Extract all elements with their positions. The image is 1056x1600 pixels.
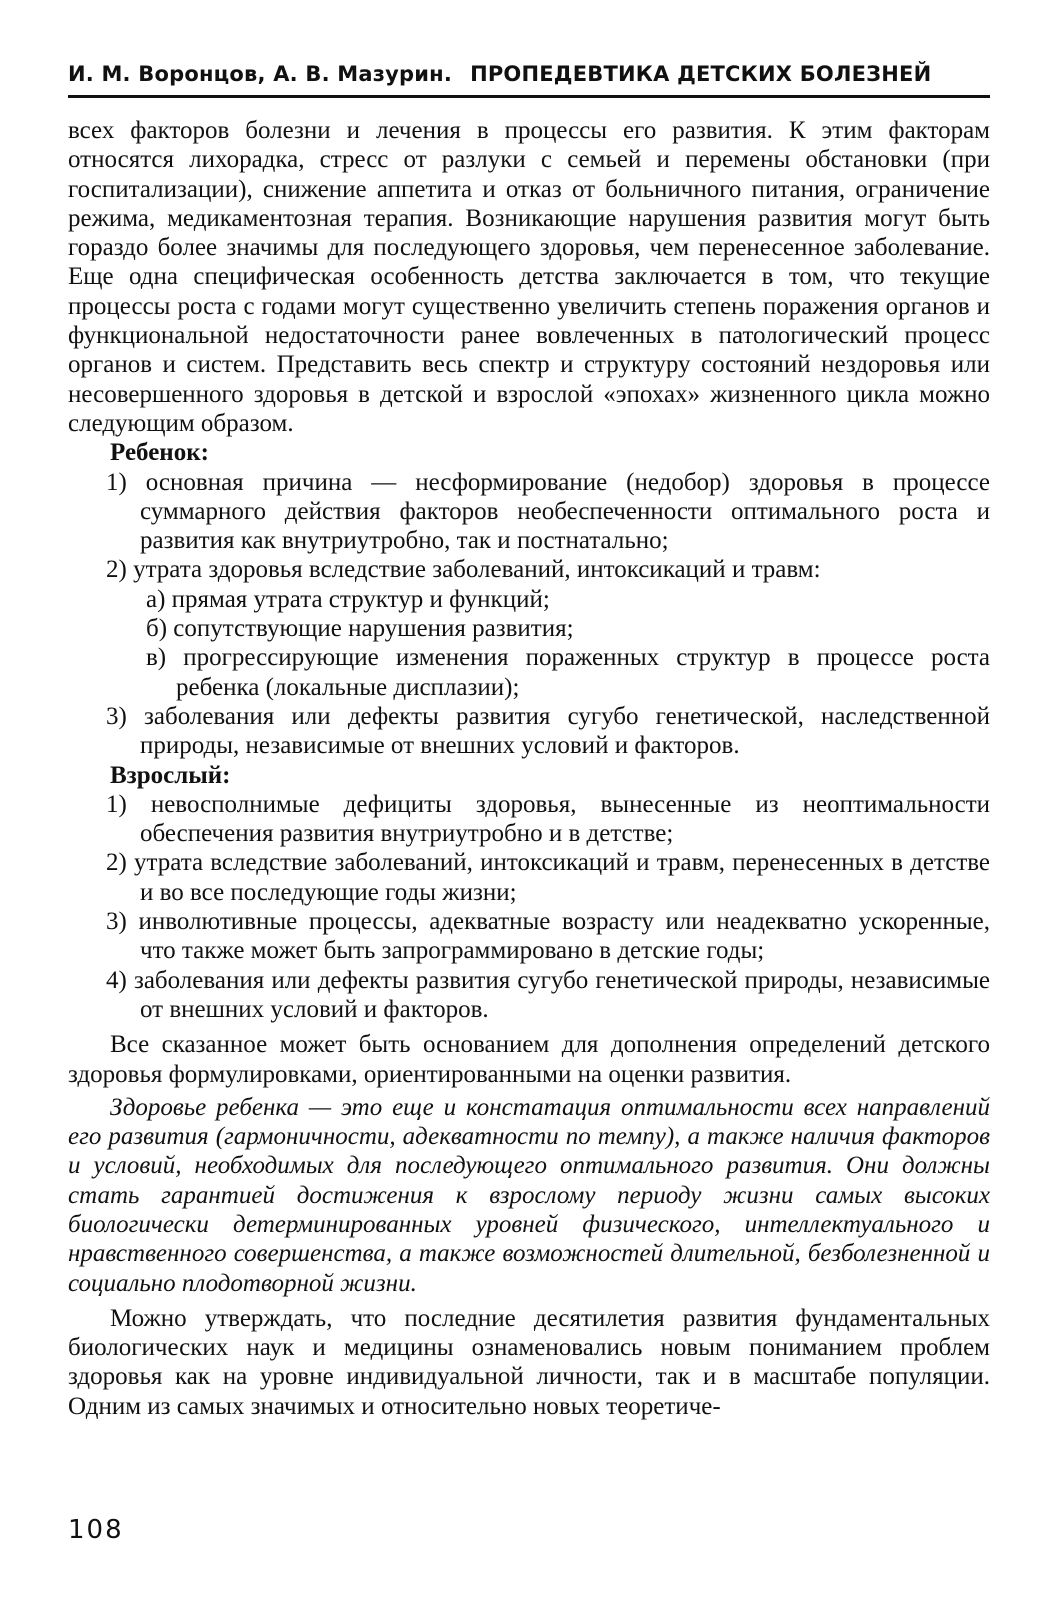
child-item-2: 2) утрата здоровья вследствие заболеваний, интоксикаций и травм: bbox=[106, 556, 821, 584]
child-subitem-c: в) прогрессирующие изменения пораженных структур в процессе роста ребенка (локальные дисплазии); bbox=[146, 644, 990, 701]
child-heading: Ребенок: bbox=[110, 439, 209, 467]
adult-item-4: 4) заболевания или дефекты развития сугубо генетической природы, независимые от внешних условий и факторов. bbox=[106, 966, 990, 1023]
child-item-1: 1) основная причина — несформирование (недобор) здоровья в процессе суммарного действия факторов необеспеченности оптимального роста и развития как внутриутробно, так и постнатально; bbox=[106, 468, 990, 555]
closing-paragraph: Можно утверждать, что последние десятилетия развития фундаментальных биологических наук и медицины ознаменовались новым пониманием проблем здоровья как на уровне индивидуальной личности, так и в масштабе популяции. Одним из самых значимых и относительно новых теоретиче- bbox=[68, 1304, 990, 1420]
summary-paragraph: Все сказанное может быть основанием для дополнения определений детского здоровья формулировками, ориентированными на оценки развития. bbox=[68, 1031, 990, 1088]
adult-item-1: 1) невосполнимые дефициты здоровья, вынесенные из неоптимальности обеспечения развития внутриутробно и в детстве; bbox=[106, 790, 990, 848]
running-head-authors: И. М. Воронцов, А. В. Мазурин. bbox=[68, 62, 453, 86]
adult-item-2: 2) утрата вследствие заболеваний, интоксикаций и травм, перенесенных в детстве и во все последующие годы жизни; bbox=[106, 849, 990, 906]
child-item-3: 3) заболевания или дефекты развития сугубо генетической, наследственной природы, независимые от внешних условий и факторов. bbox=[106, 702, 990, 760]
definition-paragraph: Здоровье ребенка — это еще и констатация оптимальности всех направлений его развития (гармоничности, адекватности по темпу), а также наличия факторов и условий, необходимых для последующего оптимального развития. Они должны стать гарантией достижения к взрослому периоду жизни самых высоких биологически детерминированных уровней физического, интеллектуального и нравственного совершенства, а также возможностей длительной, безболезненной и социально плодотворной жизни. bbox=[68, 1093, 990, 1297]
child-subitem-a: а) прямая утрата структур и функций; bbox=[146, 585, 550, 613]
intro-paragraph: всех факторов болезни и лечения в процессы его развития. К этим факторам относятся лихорадка, стресс от разлуки с семьей и перемены обстановки (при госпитализации), снижение аппетита и отказ от больничного питания, ограничение режима, медикаментозная терапия. Возникающие нарушения развития могут быть гораздо более значимы для последующего здоровья, чем перенесенное заболевание. Еще одна специфическая особенность детства заключается в том, что текущие процессы роста с годами могут существенно увеличить степень поражения органов и функциональной недостаточности ранее вовлеченных в патологический процесс органов и систем. Представить весь спектр и структуру состояний нездоровья или несовершенного здоровья в детской и взрослой «эпохах» жизненного цикла можно следующим образом. bbox=[68, 117, 990, 437]
page-body bbox=[68, 116, 990, 1421]
page-number: 108 bbox=[68, 1515, 124, 1545]
running-head bbox=[68, 62, 990, 86]
header-rule bbox=[68, 95, 990, 98]
adult-item-3: 3) инволютивные процессы, адекватные возрасту или неадекватно ускоренные, что также может быть запрограммировано в детские годы; bbox=[106, 908, 990, 965]
child-subitem-b: б) сопутствующие нарушения развития; bbox=[146, 615, 574, 643]
adult-heading: Взрослый: bbox=[110, 761, 231, 789]
running-head-title: ПРОПЕДЕВТИКА ДЕТСКИХ БОЛЕЗНЕЙ bbox=[470, 62, 932, 86]
